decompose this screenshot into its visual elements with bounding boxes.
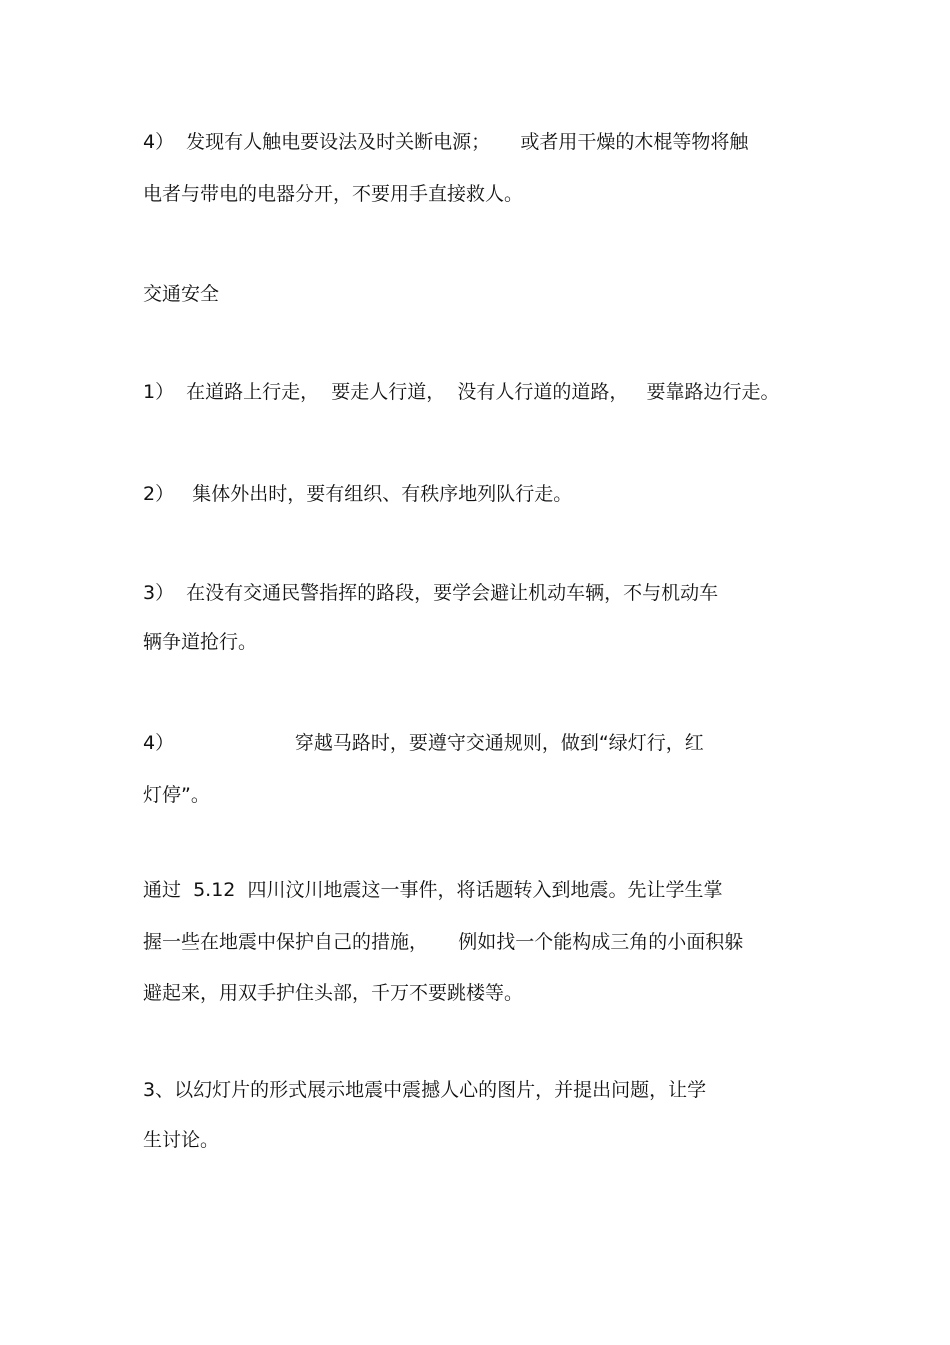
paragraph-slides-line-1: 3、以幻灯片的形式展示地震中震撼人心的图片，并提出问题，让学: [143, 1079, 707, 1101]
paragraph-traffic-3-line-2: 辆争道抢行。: [143, 631, 258, 653]
section-heading-traffic-safety: 交通安全: [143, 283, 220, 305]
paragraph-earthquake-line-1: 通过 5.12 四川汶川地震这一事件，将话题转入到地震。先让学生掌: [143, 879, 723, 901]
paragraph-earthquake-line-2: 握一些在地震中保护自己的措施， 例如找一个能构成三角的小面积躲: [143, 931, 744, 953]
paragraph-traffic-4-line-2: 灯停”。: [143, 784, 210, 806]
paragraph-electric-4-line-2: 电者与带电的电器分开，不要用手直接救人。: [143, 183, 524, 205]
paragraph-slides-line-2: 生讨论。: [143, 1129, 220, 1151]
paragraph-traffic-1: 1） 在道路上行走， 要走人行道， 没有人行道的道路， 要靠路边行走。: [143, 381, 780, 403]
paragraph-traffic-3-line-1: 3） 在没有交通民警指挥的路段，要学会避让机动车辆，不与机动车: [143, 582, 719, 604]
paragraph-traffic-2: 2） 集体外出时，要有组织、有秩序地列队行走。: [143, 483, 573, 505]
paragraph-earthquake-line-3: 避起来，用双手护住头部，千万不要跳楼等。: [143, 982, 524, 1004]
paragraph-electric-4-line-1: 4） 发现有人触电要设法及时关断电源； 或者用干燥的木棍等物将触: [143, 131, 749, 153]
paragraph-traffic-4-line-1: 4） 穿越马路时，要遵守交通规则，做到“绿灯行，红: [143, 732, 704, 754]
